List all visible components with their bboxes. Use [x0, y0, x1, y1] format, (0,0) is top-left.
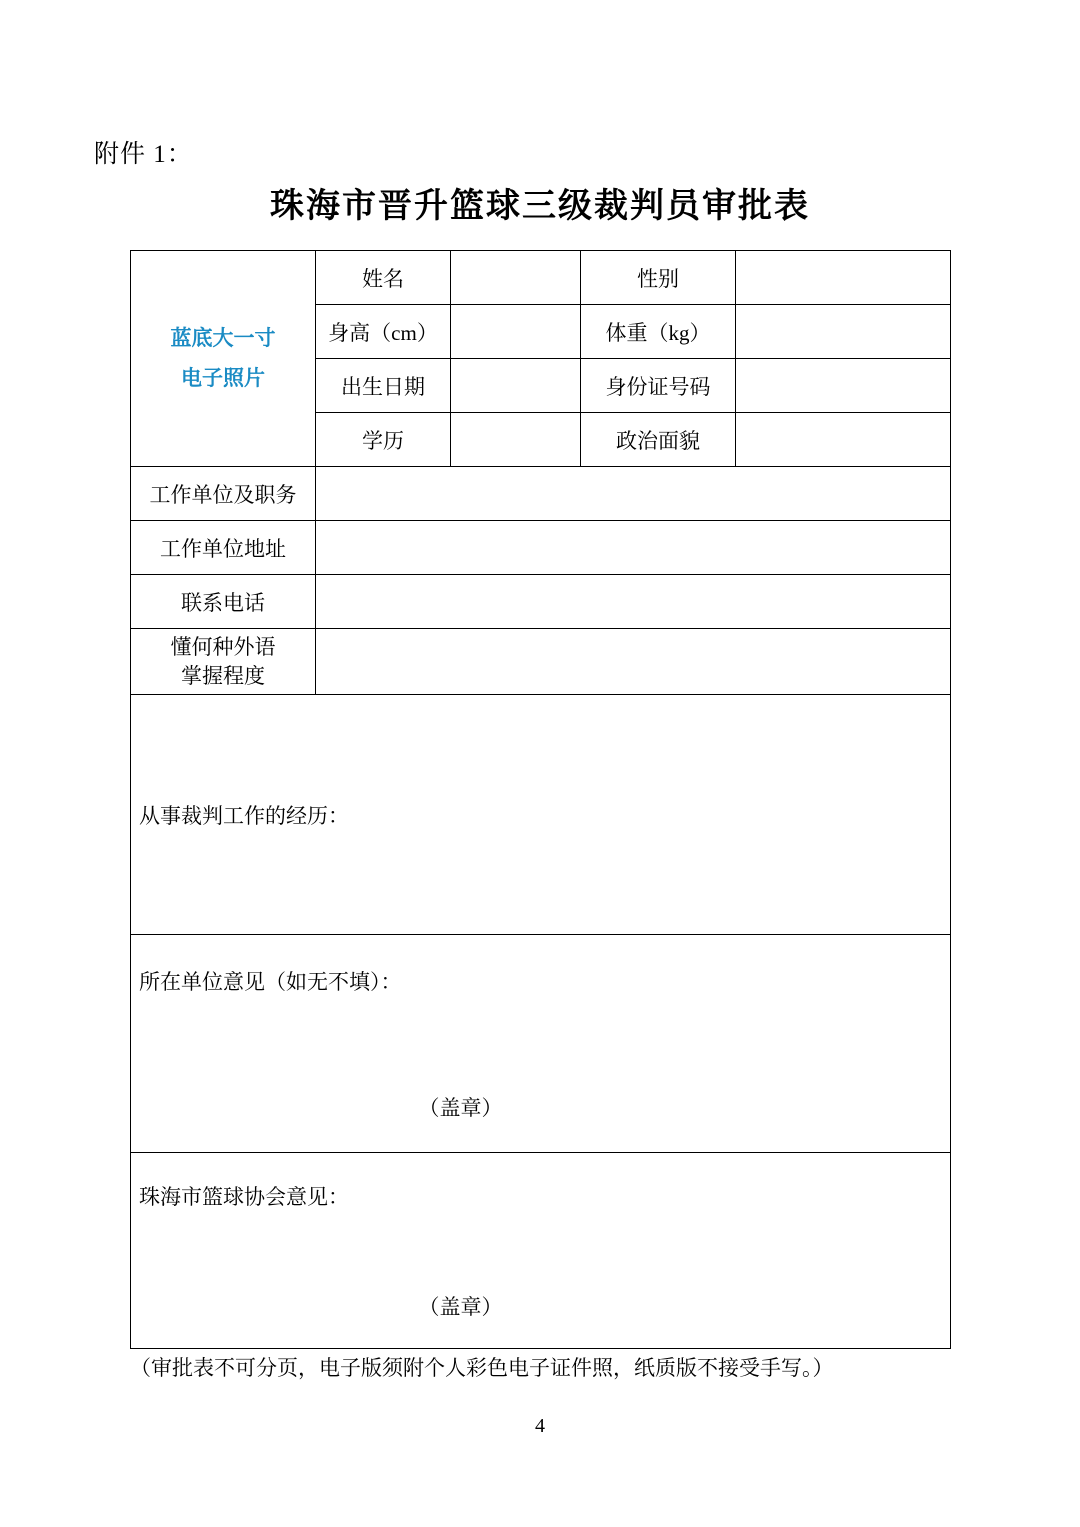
- birth-date-label: 出生日期: [316, 359, 451, 413]
- attachment-label: 附件 1：: [94, 141, 193, 168]
- education-field[interactable]: [451, 413, 581, 467]
- political-status-field[interactable]: [736, 413, 951, 467]
- table-row: [131, 467, 951, 521]
- foreign-language-label-line2: 掌握程度: [181, 663, 265, 688]
- id-number-label: 身份证号码: [581, 359, 736, 413]
- page-title: 珠海市晋升篮球三级裁判员审批表: [270, 188, 810, 225]
- height-label: 身高（cm）: [316, 305, 451, 359]
- birth-date-field[interactable]: [451, 359, 581, 413]
- education-label: 学历: [316, 413, 451, 467]
- form-note: （审批表不可分页，电子版须附个人彩色电子证件照，纸质版不接受手写。）: [130, 1356, 834, 1380]
- table-row: [131, 251, 951, 305]
- photo-placeholder-line1: 蓝底大一寸: [170, 325, 276, 350]
- foreign-language-field[interactable]: [316, 629, 951, 695]
- photo-placeholder-line2: 电子照片: [181, 365, 265, 390]
- referee-experience-cell[interactable]: [131, 695, 951, 935]
- weight-field[interactable]: [736, 305, 951, 359]
- table-row: [131, 521, 951, 575]
- work-unit-label: 工作单位及职务: [131, 467, 316, 521]
- phone-field[interactable]: [316, 575, 951, 629]
- table-row: [131, 935, 951, 1153]
- association-opinion-label: 珠海市篮球协会意见：: [139, 1184, 349, 1209]
- unit-opinion-cell[interactable]: [131, 935, 951, 1153]
- weight-label: 体重（kg）: [581, 305, 736, 359]
- work-address-field[interactable]: [316, 521, 951, 575]
- association-opinion-seal: （盖章）: [418, 1294, 503, 1319]
- photo-placeholder-cell: [131, 251, 316, 467]
- unit-opinion-seal: （盖章）: [418, 1095, 503, 1120]
- approval-form-table: [130, 250, 951, 1349]
- name-label: 姓名: [316, 251, 451, 305]
- table-row: [131, 695, 951, 935]
- work-address-label: 工作单位地址: [131, 521, 316, 575]
- phone-label: 联系电话: [131, 575, 316, 629]
- table-row: [131, 575, 951, 629]
- unit-opinion-label: 所在单位意见（如无不填）：: [139, 969, 402, 994]
- foreign-language-label-line1: 懂何种外语: [170, 635, 276, 660]
- table-row: [131, 629, 951, 695]
- political-status-label: 政治面貌: [581, 413, 736, 467]
- height-field[interactable]: [451, 305, 581, 359]
- name-field[interactable]: [451, 251, 581, 305]
- table-row: [131, 1153, 951, 1349]
- gender-label: 性别: [581, 251, 736, 305]
- gender-field[interactable]: [736, 251, 951, 305]
- page-number: 4: [535, 1415, 545, 1437]
- association-opinion-cell[interactable]: [131, 1153, 951, 1349]
- referee-experience-label: 从事裁判工作的经历：: [139, 803, 349, 828]
- foreign-language-label: [131, 629, 316, 695]
- id-number-field[interactable]: [736, 359, 951, 413]
- work-unit-field[interactable]: [316, 467, 951, 521]
